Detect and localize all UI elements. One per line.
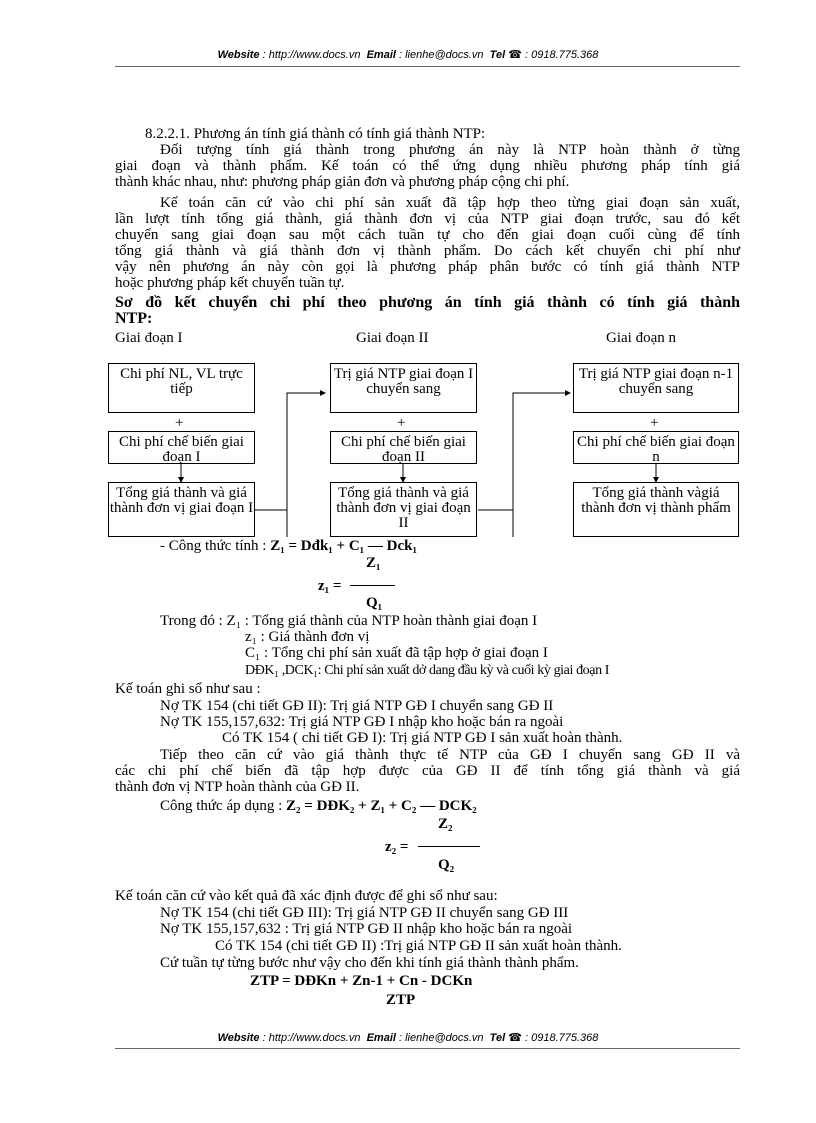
formula2-line <box>160 799 477 814</box>
c3-box-processing-cost: Chi phí chế biến giai đoạn n <box>573 431 739 464</box>
tel-label: Tel <box>489 49 506 61</box>
formula1-denominator: Q₁ <box>366 595 383 611</box>
c2-plus: + <box>397 415 406 431</box>
formula1-lhs: z₁ = <box>318 578 342 594</box>
entries2-debit-1: Nợ TK 154 (chi tiết GĐ III): Trị giá NTP GĐ II chuyển sang GĐ III <box>160 905 569 921</box>
formula1-line <box>160 539 417 554</box>
entries2-intro: Kế toán căn cứ vào kết quả đã xác định được để ghi sổ như sau: <box>115 888 498 904</box>
entries2-credit: Có TK 154 (chi tiết GĐ II) :Trị giá NTP GĐ II sản xuất hoàn thành. <box>215 938 622 954</box>
p1-line-2: giai đoạn và thành phẩm. Kế toán có thể ứng dụng nhiều phương pháp tính giá <box>115 158 740 174</box>
phone-icon: ☎ <box>508 49 522 61</box>
c2-box-processing-cost: Chi phí chế biến giai đoạn II <box>330 431 477 464</box>
formula2-denominator: Q₂ <box>438 857 455 873</box>
p3-line-1: Tiếp theo căn cứ vào giá thành thực tế NTP của GĐ I chuyển sang GĐ II và <box>160 747 740 763</box>
website-url: : http://www.docs.vn <box>262 49 361 61</box>
email-label: Email <box>366 49 396 61</box>
p3-line-3: thành đơn vị NTP hoàn thành của GĐ II. <box>115 779 360 795</box>
c1-box-direct-materials: Chi phí NL, VL trực tiếp <box>108 363 255 413</box>
formula3-expr: ZTP = DĐKn + Zn-1 + Cn - DCKn <box>250 973 473 989</box>
formula1-intro: - Công thức tính : <box>160 538 267 554</box>
entries1-debit-2: Nợ TK 155,157,632: Trị giá NTP GĐ I nhập kho hoặc bán ra ngoài <box>160 714 564 730</box>
c1-box-total-cost: Tổng giá thành và giá thành đơn vị giai đoạn I <box>108 482 255 537</box>
c3-box-total-cost: Tổng giá thành vàgiá thành đơn vị thành phẩm <box>573 482 739 537</box>
footer-website-url: : http://www.docs.vn <box>262 1032 361 1044</box>
p2-line-2: lần lượt tính tổng giá thành, giá thành đơn vị của NTP giai đoạn trước, sau đó kết <box>115 211 740 227</box>
p1-line-1: Đối tượng tính giá thành trong phương án này là NTP hoàn thành ở từng <box>160 142 740 158</box>
stage-1-label: Giai đoạn I <box>115 330 183 346</box>
arrow-c2-to-c3 <box>478 393 570 510</box>
formula2-intro: Công thức áp dụng : <box>160 798 283 814</box>
p2-line-4: tổng giá thành và giá thành đơn vị thành phẩm. Do cách kết chuyển chi phí như <box>115 243 740 259</box>
legend-line-4: DĐK₁ ,DCK₁: Chi phí sản xuất dở dang đầu kỳ và cuối kỳ giai đoạn I <box>245 663 610 678</box>
p3-line-2: các chi phí chế biến đã tập hợp được của GĐ II để tính tổng giá thành và giá <box>115 763 740 779</box>
arrow-c1-to-c2 <box>255 393 325 510</box>
legend-line-1: Trong đó : Z₁ : Tổng giá thành của NTP hoàn thành giai đoạn I <box>160 613 538 629</box>
p2-line-5: vậy nên phương án này còn gọi là phương pháp phân bước có tính giá thành NTP <box>115 259 740 275</box>
legend-line-2: z₁ : Giá thành đơn vị <box>245 629 370 645</box>
formula2-numerator: Z₂ <box>438 816 453 832</box>
entries1-credit: Có TK 154 ( chi tiết GĐ I): Trị giá NTP GĐ I sản xuất hoàn thành. <box>222 730 623 746</box>
p2-line-3: chuyển sang giai đoạn sau một cách tuần tự cho đến giai đoạn cuối cùng để tính <box>115 227 740 243</box>
stage-2-label: Giai đoạn II <box>356 330 429 346</box>
footer-rule <box>115 1048 740 1049</box>
footer-email-label: Email <box>366 1032 396 1044</box>
formula3-numerator: ZTP <box>386 992 416 1008</box>
footer-phone-icon: ☎ <box>508 1032 522 1044</box>
formula2-fraction-bar <box>418 846 480 847</box>
c1-box-processing-cost: Chi phí chế biến giai đoạn I <box>108 431 255 464</box>
footer-tel-label: Tel <box>489 1032 506 1044</box>
footer-website-label: Website <box>217 1032 260 1044</box>
c2-box-total-cost: Tổng giá thành và giá thành đơn vị giai đoạn II <box>330 482 477 537</box>
entries1-debit-1: Nợ TK 154 (chi tiết GĐ II): Trị giá NTP GĐ I chuyển sang GĐ II <box>160 698 554 714</box>
p2-line-1: Kế toán căn cứ vào chi phí sản xuất đã tập hợp theo từng giai đoạn sản xuất, <box>160 195 740 211</box>
entries2-continue: Cứ tuần tự từng bước như vậy cho đến khi tính giá thành thành phẩm. <box>160 955 579 971</box>
formula2-expr: Z₂ = DĐK₂ + Z₁ + C₂ — DCK₂ <box>286 798 477 814</box>
entries1-intro: Kế toán ghi sổ như sau : <box>115 681 261 697</box>
diagram-title-2: NTP: <box>115 310 153 327</box>
email-address: : lienhe@docs.vn <box>399 49 484 61</box>
stage-n-label: Giai đoạn n <box>606 330 676 346</box>
formula2-lhs: z₂ = <box>385 839 409 855</box>
page-footer <box>0 1031 816 1044</box>
formula1-fraction-bar <box>350 585 395 586</box>
legend-line-3: C₁ : Tổng chi phí sản xuất đã tập hợp ở giai đoạn I <box>245 645 548 661</box>
section-title: 8.2.2.1. Phương án tính giá thành có tính giá thành NTP: <box>145 126 486 142</box>
c3-box-ntp-transfer: Trị giá NTP giai đoạn n-1 chuyển sang <box>573 363 739 413</box>
tel-number: : 0918.775.368 <box>525 49 599 61</box>
c2-box-ntp-transfer: Trị giá NTP giai đoạn I chuyển sang <box>330 363 477 413</box>
diagram-title-1: Sơ đồ kết chuyển chi phí theo phương án tính giá thành có tính giá thành <box>115 294 740 311</box>
formula1-expr: Z₁ = Dđk₁ + C₁ — Dck₁ <box>270 538 417 554</box>
entries2-debit-2: Nợ TK 155,157,632 : Trị giá NTP GĐ II nhập kho hoặc bán ra ngoài <box>160 921 573 937</box>
c3-plus: + <box>650 415 659 431</box>
formula1-numerator: Z₁ <box>366 555 381 571</box>
c1-plus: + <box>175 415 184 431</box>
footer-email-address: : lienhe@docs.vn <box>399 1032 484 1044</box>
footer-tel-number: : 0918.775.368 <box>525 1032 599 1044</box>
p1-line-3: thành khác nhau, như: phương pháp giản đơn và phương pháp cộng chi phí. <box>115 174 570 190</box>
website-label: Website <box>217 49 260 61</box>
p2-line-6: hoặc phương pháp kết chuyển tuần tự. <box>115 275 345 291</box>
